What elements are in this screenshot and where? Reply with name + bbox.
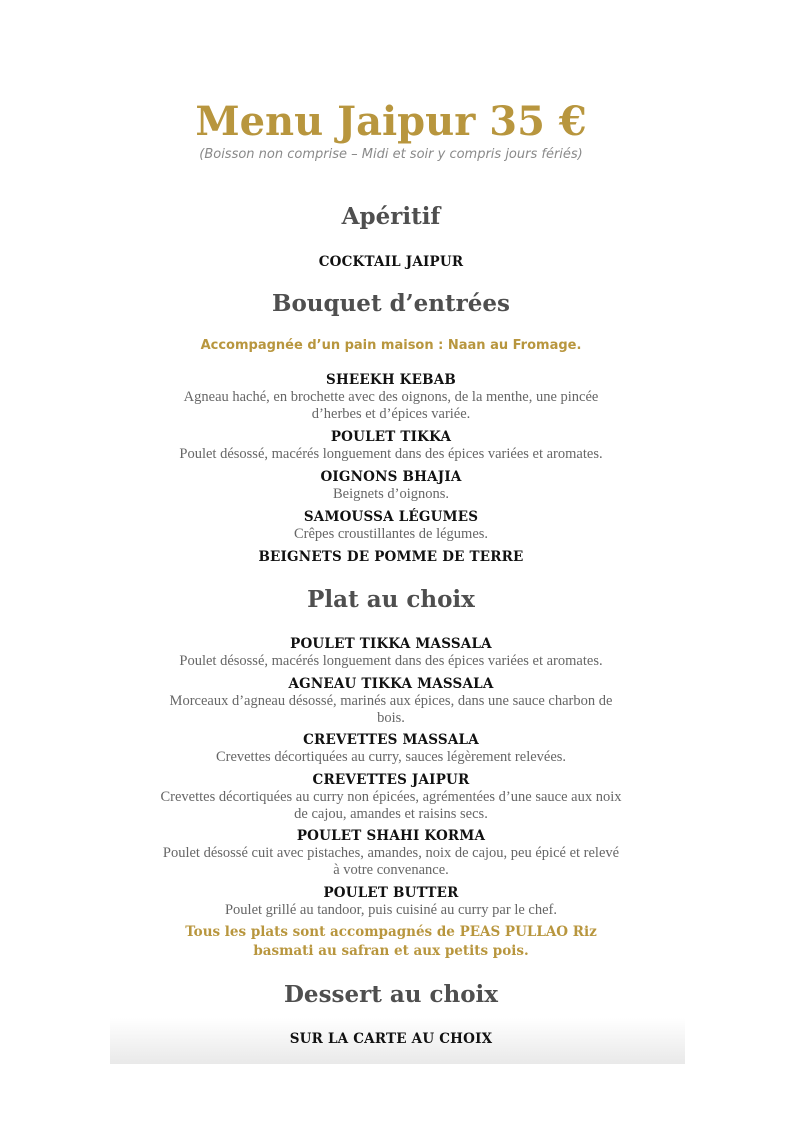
- menu-item: [150, 635, 632, 670]
- menu-item: [150, 253, 632, 271]
- section-title-plats: Plat au choix: [307, 586, 475, 613]
- item-name: SHEEKH KEBAB: [326, 372, 456, 388]
- menu-item: [150, 468, 632, 503]
- section-title-aperitif: Apéritif: [341, 203, 441, 230]
- entrees-bread-note: Accompagnée d’un pain maison : Naan au Fromage.: [200, 338, 582, 353]
- section-title-dessert: Dessert au choix: [283, 981, 498, 1008]
- item-name: OIGNONS BHAJIA: [320, 469, 462, 485]
- menu-item: [150, 731, 632, 766]
- item-description: Poulet désossé cuit avec pistaches, amandes, noix de cajou, peu épicé et relevé à votre convenance.: [162, 845, 620, 878]
- item-name: POULET TIKKA: [330, 429, 452, 445]
- item-name: COCKTAIL JAIPUR: [318, 254, 464, 270]
- item-description: Crevettes décortiquées au curry non épicées, agrémentées d’une sauce aux noix de cajou, amandes et raisins secs.: [160, 789, 622, 822]
- item-name: BEIGNETS DE POMME DE TERRE: [258, 549, 524, 565]
- item-name: SAMOUSSA LÉGUMES: [303, 509, 479, 525]
- item-name: CREVETTES JAIPUR: [312, 772, 470, 788]
- item-description: Beignets d’oignons.: [333, 486, 449, 502]
- item-description: Morceaux d’agneau désossé, marinés aux épices, dans une sauce charbon de bois.: [169, 693, 613, 726]
- menu-item: [150, 771, 632, 823]
- item-description: Crêpes croustillantes de légumes.: [293, 526, 489, 542]
- menu-item: [150, 827, 632, 879]
- item-name: CREVETTES MASSALA: [303, 732, 479, 748]
- item-description: Poulet désossé, macérés longuement dans des épices variées et aromates.: [179, 653, 603, 669]
- menu-item: [150, 548, 632, 566]
- section-title-entrees: Bouquet d’entrées: [272, 290, 510, 317]
- menu-item: [150, 675, 632, 727]
- item-name: POULET TIKKA MASSALA: [290, 636, 492, 652]
- menu-item: [150, 1030, 632, 1048]
- plats-side-note: Tous les plats sont accompagnés de PEAS PULLAO Riz basmati au safran et aux petits pois.: [185, 924, 597, 959]
- item-description: Agneau haché, en brochette avec des oignons, de la menthe, une pincée d’herbes et d’épices variée.: [183, 389, 599, 422]
- item-description: Poulet grillé au tandoor, puis cuisiné au curry par le chef.: [224, 902, 557, 918]
- menu-title: Menu Jaipur 35 €: [195, 98, 587, 145]
- menu-item: [150, 884, 632, 919]
- menu-item: [150, 508, 632, 543]
- item-name: POULET SHAHI KORMA: [296, 828, 486, 844]
- menu-item: [150, 428, 632, 463]
- item-description: Poulet désossé, macérés longuement dans des épices variées et aromates.: [179, 446, 603, 462]
- item-name: POULET BUTTER: [323, 885, 459, 901]
- item-description: Crevettes décortiquées au curry, sauces légèrement relevées.: [215, 749, 567, 765]
- item-name: SUR LA CARTE AU CHOIX: [289, 1031, 493, 1047]
- item-name: AGNEAU TIKKA MASSALA: [288, 676, 494, 692]
- menu-item: [150, 371, 632, 423]
- menu-subtitle: (Boisson non comprise – Midi et soir y compris jours fériés): [199, 147, 583, 162]
